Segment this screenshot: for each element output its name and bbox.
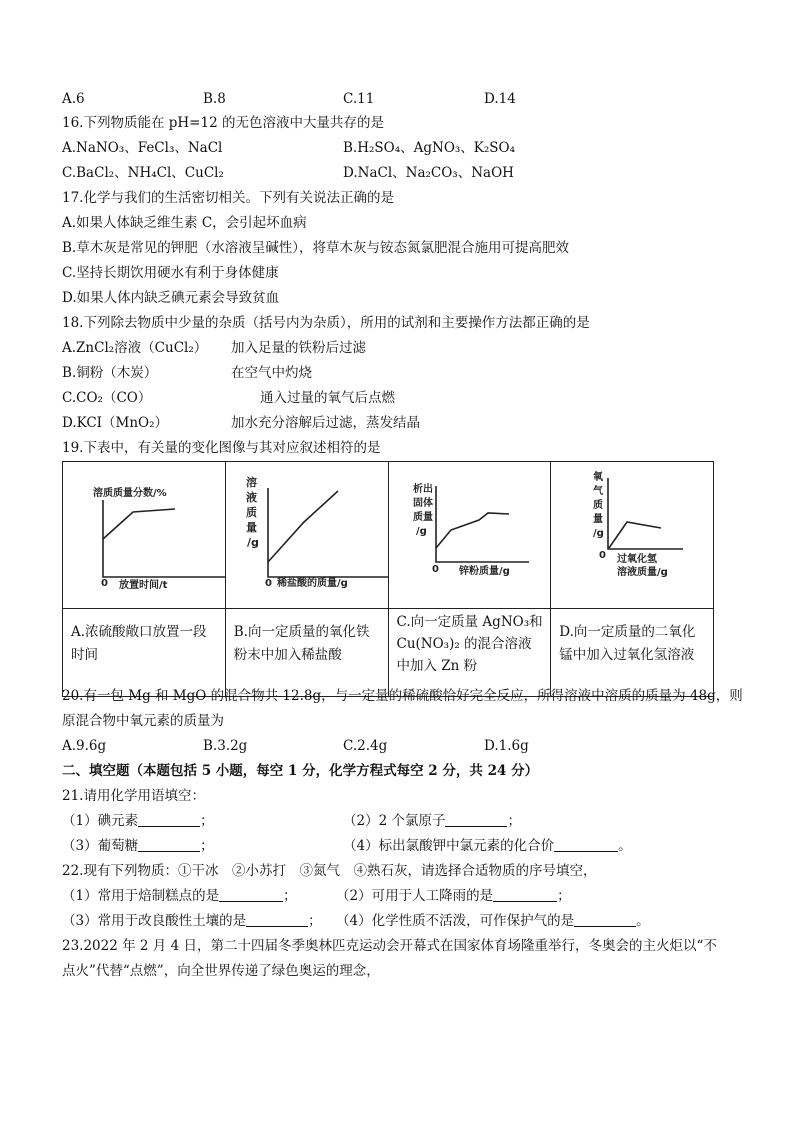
q21-part-1-punct: ； [200,813,214,829]
q17-option-d: D.如果人体内缺乏碘元素会导致贫血 [62,290,280,306]
q22-blank-1[interactable] [219,887,283,902]
q15-option-d: D.14 [484,91,516,107]
q20-stem-line2: 原混合物中氧元素的质量为 [62,713,224,729]
q20-option-a: A.9.6g [62,738,107,754]
q22-part-3-label: （3）常用于改良酸性土壤的是 [62,913,247,929]
q22-part-3 [62,911,322,931]
q21-blank-1[interactable] [138,812,200,827]
graph-d-xlabel-1: 过氧化氢 [617,554,658,565]
q22-part-1-label: （1）常用于焙制糕点的是 [62,888,220,904]
q19-graph-cell-a [63,462,226,609]
q21-part-3-label: （3）葡萄糖 [62,838,139,854]
q16-option-a: A.NaNO₃、FeCl₃、NaCl [62,140,223,156]
q21-part-4-label: （4）标出氯酸钾中氯元素的化合价 [343,838,555,854]
q19-option-b: B.向一定质量的氧化铁粉末中加入稀盐酸 [225,609,388,697]
q16-option-c: C.BaCl₂、NH₄Cl、CuCl₂ [62,165,224,181]
graph-b-ylabel-3: 质 [245,506,257,519]
q22-part-1 [62,886,297,906]
graph-d-ylabel-4: 量 [593,514,604,525]
graph-a-origin: 0 [101,578,108,589]
q22-part-3-punct: ； [308,913,322,929]
q22-blank-4[interactable] [574,912,636,927]
q16-option-b: B.H₂SO₄、AgNO₃、K₂SO₄ [343,140,516,156]
graph-a-curve [103,509,175,539]
q19-option-d: D.向一定质量的二氧化锰中加入过氧化氢溶液 [551,609,714,697]
q17-option-c: C.坚持长期饮用硬水有利于身体健康 [62,265,279,281]
q18-option-d-operation: 加水充分溶解后过滤，蒸发结晶 [231,415,420,431]
graph-d-axes [608,478,683,549]
q22-part-2-punct: ； [557,888,571,904]
q19-graph-a [63,462,225,608]
graph-d-ylabel-5: /g [593,528,605,539]
graph-b-ylabel-4: 量 [245,521,257,534]
graph-b-ylabel [246,475,259,549]
q20-stem-line1: 20.有一包 Mg 和 MgO 的混合物共 12.8g，与一定量的稀硫酸恰好完全反应，所得溶液中溶质的质量为 48g，则 [62,688,743,704]
q18-stem: 18.下列除去物质中少量的杂质（括号内为杂质），所用的试剂和主要操作方法都正确的是 [62,315,590,331]
q18-option-a-operation: 加入足量的铁粉后过滤 [231,340,366,356]
q22-part-2 [336,886,571,906]
q18-option-b-substance: B.铜粉（木炭） [62,365,158,381]
graph-d-ylabel-2: 气 [593,486,604,497]
q15-option-b: B.8 [203,91,226,107]
q18-option-c-operation: 通入过量的氧气后点燃 [260,390,395,406]
q21-stem: 21.请用化学用语填空： [62,788,205,804]
graph-b-origin: 0 [264,578,272,589]
q15-option-c: C.11 [343,91,375,107]
q21-part-2-label: （2）2 个氯原子 [343,813,446,829]
graph-c-ylabel-1: 析出 [412,484,433,495]
q19-graph-cell-d [551,462,714,609]
q19-stem: 19.下表中，有关量的变化图像与其对应叙述相符的是 [62,440,381,456]
graph-b-curve [268,491,338,562]
q19-option-a: A.浓硫酸敞口放置一段时间 [63,609,226,697]
q20-option-b: B.3.2g [203,738,248,754]
q20-option-d: D.1.6g [484,738,529,754]
q19-graph-d [551,462,713,608]
graph-d-origin: 0 [599,550,607,561]
q22-blank-2[interactable] [493,887,557,902]
q21-part-3-punct: ； [200,838,214,854]
q18-option-b-operation: 在空气中灼烧 [231,365,312,381]
graph-b-xlabel: 稀盐酸的质量/g [276,578,348,589]
q21-part-1 [62,811,214,831]
q21-part-4 [343,836,632,856]
q22-part-4-label: （4）化学性质不活泼，可作保护气的是 [336,913,575,929]
q21-blank-2[interactable] [445,812,507,827]
q21-part-2 [343,811,521,831]
graph-c-ylabel-4: /g [415,526,427,537]
graph-d-ylabel [593,470,604,539]
q19-graph-c [389,462,551,608]
q18-option-c-substance: C.CO₂（CO） [62,390,152,406]
q21-part-1-label: （1）碘元素 [62,813,139,829]
graph-c-ylabel [413,482,433,537]
q17-option-a: A.如果人体缺乏维生素 C，会引起坏血病 [62,215,307,231]
graph-c-ylabel-2: 固体 [412,498,433,509]
graph-b-ylabel-1: 溶 [245,476,257,489]
graph-c-xlabel: 锌粉质量/g [458,566,510,577]
graph-a-xlabel: 放置时间/t [119,580,168,591]
graph-a-ylabel: 溶质质量分数/% [93,488,167,499]
q16-option-d: D.NaCl、Na₂CO₃、NaOH [343,165,514,181]
graph-b-ylabel-2: 液 [245,491,257,504]
q21-part-3 [62,836,214,856]
q22-stem: 22.现有下列物质：①干冰 ②小苏打 ③氮气 ④熟石灰，请选择合适物质的序号填空， [62,863,597,879]
q22-part-1-punct: ； [283,888,297,904]
q22-part-2-label: （2）可用于人工降雨的是 [336,888,494,904]
q18-option-a-substance: A.ZnCl₂溶液（CuCl₂） [62,340,208,356]
q15-option-a: A.6 [62,91,85,107]
q21-blank-3[interactable] [138,837,200,852]
q19-table [62,461,714,697]
graph-c-ylabel-3: 质量 [412,512,433,523]
graph-d-curve [609,522,661,548]
graph-b-ylabel-5: /g [246,536,259,549]
q22-part-4-punct: 。 [636,913,650,929]
q21-blank-4[interactable] [554,837,618,852]
q17-option-b: B.草木灰是常见的钾肥（水溶液呈碱性），将草木灰与铵态氮氯肥混合施用可提高肥效 [62,240,569,256]
q18-option-d-substance: D.KCI（MnO₂） [62,415,169,431]
q19-option-c: C.向一定质量 AgNO₃和 Cu(NO₃)₂ 的混合溶液中加入 Zn 粉 [388,609,551,697]
q19-graph-b [226,462,388,608]
graph-d-xlabel-2: 溶液质量/g [617,567,669,578]
graph-a-yaxis [103,500,225,577]
q19-graph-cell-c [388,462,551,609]
graph-d-ylabel-3: 质 [593,500,604,511]
q20-option-c: C.2.4g [343,738,388,754]
q23-stem-line1: 23.2022 年 2 月 4 日，第二十四届冬季奥林匹克运动会开幕式在国家体育场隆重举行，冬奥会的主火炬以“不 [62,938,717,954]
section-2-heading: 二、填空题（本题包括 5 小题，每空 1 分，化学方程式每空 2 分，共 24 分） [62,763,539,779]
q23-stem-line2: 点火”代替“点燃”，向全世界传递了绿色奥运的理念， [62,963,380,979]
q17-stem: 17.化学与我们的生活密切相关。下列有关说法正确的是 [62,190,394,206]
q22-part-4 [336,911,650,931]
graph-c-axes [436,486,529,562]
graph-c-origin: 0 [431,564,439,575]
q22-blank-3[interactable] [246,912,308,927]
q16-stem: 16.下列物质能在 pH=12 的无色溶液中大量共存的是 [62,115,384,131]
graph-d-ylabel-1: 氧 [593,472,604,483]
q19-graph-cell-b [225,462,388,609]
q21-part-2-punct: ； [507,813,521,829]
graph-b-axes [268,488,388,577]
q21-part-4-punct: 。 [618,838,632,854]
graph-c-curve [436,513,509,548]
